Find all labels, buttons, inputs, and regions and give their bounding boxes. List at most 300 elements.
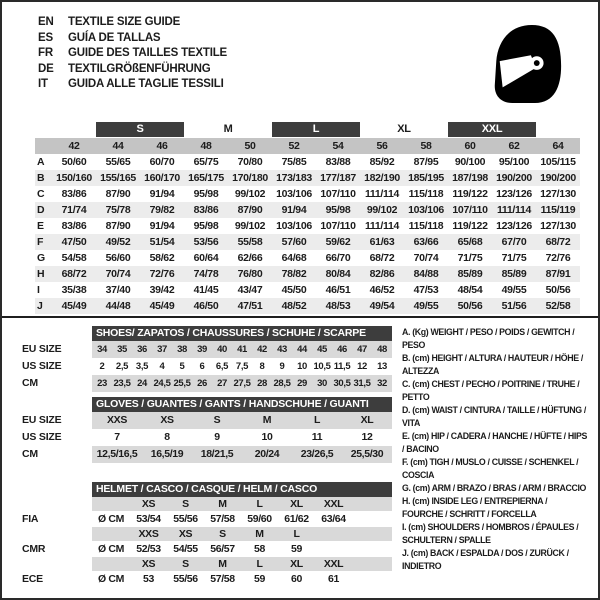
gloves-size-table <box>22 397 392 463</box>
measure-value: 41/45 <box>193 284 219 296</box>
language-title: TEXTILGRÖßENFÜHRUNG <box>68 62 211 75</box>
measure-value: 99/102 <box>366 204 398 216</box>
legend-item: F. (cm) TIGH / MUSLO / CUISSE / SCHENKEL / COSCIA <box>402 457 579 480</box>
measure-value: 95/98 <box>193 220 219 232</box>
size-value: 8 <box>259 361 265 372</box>
helmet-size-value: 57/58 <box>210 573 235 585</box>
measure-value: 45/50 <box>281 284 307 296</box>
helmet-size-value: 52/53 <box>136 543 161 555</box>
measure-row-d <box>35 202 580 218</box>
size-value: 30,5 <box>333 378 351 389</box>
measure-row-label: D <box>37 204 45 216</box>
measure-value: 45/49 <box>149 300 175 312</box>
measure-value: 70/74 <box>413 252 439 264</box>
measure-value: 78/82 <box>281 268 307 280</box>
measure-value: 103/106 <box>408 204 444 216</box>
measure-value: 58/62 <box>149 252 175 264</box>
measure-value: 35/38 <box>61 284 87 296</box>
measure-value: 190/200 <box>496 172 532 184</box>
column-header: 50 <box>244 140 256 152</box>
size-value: S <box>213 414 221 426</box>
size-value: 8 <box>164 431 170 443</box>
measure-value: 115/118 <box>408 220 444 232</box>
size-value: 18/21,5 <box>200 448 234 460</box>
row-values <box>92 446 392 463</box>
helmet-sizes <box>92 557 392 571</box>
size-value: 12 <box>357 361 367 372</box>
measure-value: 60/70 <box>149 156 175 168</box>
size-value: 47 <box>357 344 367 355</box>
helmet-size-value: 63/64 <box>321 513 346 525</box>
language-row <box>38 15 227 31</box>
size-band-row <box>35 122 580 137</box>
size-value: 29 <box>297 378 307 389</box>
size-band-s: S <box>96 122 184 137</box>
accessory-tables <box>22 326 392 587</box>
measure-row-h <box>35 266 580 282</box>
size-value: L <box>313 414 321 426</box>
gloves-row <box>22 429 392 446</box>
shoes-table-title: SHOES/ ZAPATOS / CHAUSSURES / SCHUHE / SCARPE <box>92 326 392 341</box>
measure-row-label: F <box>37 236 44 248</box>
measure-value: 68/72 <box>369 252 395 264</box>
helmet-size-label: M <box>255 528 264 540</box>
measure-value: 119/122 <box>452 220 488 232</box>
helmet-size-row <box>22 557 392 571</box>
measure-value: 87/91 <box>545 268 571 280</box>
measure-value: 71/75 <box>501 252 527 264</box>
measure-value: 155/165 <box>100 172 136 184</box>
size-value: XL <box>360 414 374 426</box>
measure-value: 187/198 <box>452 172 488 184</box>
measure-value: 84/88 <box>413 268 439 280</box>
legend-item: J. (cm) BACK / ESPALDA / DOS / ZURÜCK / INDIETRO <box>402 548 569 571</box>
measure-value: 111/114 <box>364 220 400 232</box>
helmet-size-label: S <box>182 498 189 510</box>
page-header <box>2 2 598 122</box>
size-value: 40 <box>217 344 227 355</box>
size-value: 32 <box>377 378 387 389</box>
measure-value: 83/88 <box>325 156 351 168</box>
size-value: 27,5 <box>233 378 251 389</box>
measure-value: 115/118 <box>408 188 444 200</box>
helmet-size-label: XL <box>290 498 303 510</box>
legend-item: C. (cm) CHEST / PECHO / POITRINE / TRUHE / PETTO <box>402 379 580 402</box>
size-value: 39 <box>197 344 207 355</box>
helmet-size-value: 58 <box>254 543 265 555</box>
helmet-values <box>92 541 392 557</box>
measure-value: 48/54 <box>457 284 483 296</box>
helmet-value-row <box>22 511 392 527</box>
measure-value: 119/122 <box>452 188 488 200</box>
measure-value: 47/51 <box>237 300 263 312</box>
measure-row-b <box>35 170 580 186</box>
helmet-size-label: M <box>218 558 227 570</box>
measure-value: 123/126 <box>496 220 532 232</box>
diameter-unit-label: Ø CM <box>97 543 124 555</box>
size-value: 24 <box>137 378 147 389</box>
measure-value: 95/100 <box>498 156 530 168</box>
size-value: 45 <box>317 344 327 355</box>
size-value: 2 <box>99 361 105 372</box>
helmet-size-label: S <box>182 558 189 570</box>
size-value: 48 <box>377 344 387 355</box>
size-value: 23 <box>97 378 107 389</box>
language-row <box>38 46 227 62</box>
size-value: 41 <box>237 344 247 355</box>
helmet-size-value: 60 <box>291 573 302 585</box>
row-label: EU SIZE <box>22 343 62 355</box>
size-value: 28 <box>257 378 267 389</box>
band-spacer <box>35 122 96 137</box>
gloves-row <box>22 446 392 463</box>
helmet-size-value <box>315 541 352 557</box>
helmet-size-value: 57/58 <box>210 513 235 525</box>
measure-value: 76/80 <box>237 268 263 280</box>
measure-value: 71/74 <box>61 204 87 216</box>
measure-value: 59/62 <box>325 236 351 248</box>
measure-value: 66/70 <box>325 252 351 264</box>
measure-value: 48/53 <box>325 300 351 312</box>
measure-row-i <box>35 282 580 298</box>
measure-value: 107/110 <box>320 220 356 232</box>
column-header: 64 <box>552 140 564 152</box>
measure-value: 75/78 <box>105 204 131 216</box>
row-label-empty <box>22 527 92 541</box>
helmet-size-label: L <box>256 498 263 510</box>
size-value: 34 <box>97 344 107 355</box>
gloves-row <box>22 412 392 429</box>
helmet-size-label: L <box>293 528 300 540</box>
column-header: 44 <box>112 140 124 152</box>
measure-value: 62/66 <box>237 252 263 264</box>
measure-row-label: C <box>37 188 45 200</box>
measure-value: 107/110 <box>452 204 488 216</box>
measure-value: 190/200 <box>540 172 576 184</box>
row-label-empty <box>22 497 92 511</box>
size-value: 11 <box>311 431 323 443</box>
measure-value: 56/60 <box>105 252 131 264</box>
helmet-table-title: HELMET / CASCO / CASQUE / HELM / CASCO <box>92 482 392 497</box>
measure-value: 87/90 <box>237 204 263 216</box>
measure-value: 49/52 <box>105 236 131 248</box>
helmet-size-value: 61 <box>328 573 339 585</box>
measure-value: 74/78 <box>193 268 219 280</box>
language-row <box>38 77 227 93</box>
measure-value: 53/56 <box>193 236 219 248</box>
measure-value: 45/49 <box>61 300 87 312</box>
measure-value: 46/51 <box>325 284 351 296</box>
language-code: FR <box>38 47 53 59</box>
measure-value: 165/175 <box>188 172 224 184</box>
language-title: GUIDE DES TAILLES TEXTILE <box>68 47 227 59</box>
size-value: 30 <box>317 378 327 389</box>
measure-value: 54/58 <box>61 252 87 264</box>
language-code: EN <box>38 16 54 28</box>
size-band-xxl: XXL <box>448 122 536 137</box>
unit-spacer <box>92 497 130 511</box>
measure-value: 85/89 <box>501 268 527 280</box>
helmet-size-label: XXL <box>323 498 344 510</box>
measure-value: 95/98 <box>193 188 219 200</box>
size-value: 28,5 <box>273 378 291 389</box>
helmet-size-value: 59 <box>291 543 302 555</box>
measure-value: 91/94 <box>281 204 307 216</box>
measure-value: 52/58 <box>545 300 571 312</box>
column-header: 58 <box>420 140 432 152</box>
row-label-empty <box>22 557 92 571</box>
textile-size-table <box>35 122 580 314</box>
measure-row-e <box>35 218 580 234</box>
size-value: 36 <box>137 344 147 355</box>
measure-value: 95/98 <box>325 204 351 216</box>
size-value: 4 <box>159 361 165 372</box>
measure-value: 150/160 <box>56 172 92 184</box>
shoes-row <box>22 375 392 392</box>
helmet-value-row <box>22 541 392 557</box>
column-header: 42 <box>68 140 80 152</box>
measure-value: 83/86 <box>61 220 87 232</box>
size-value: 44 <box>297 344 307 355</box>
measure-value: 115/119 <box>540 204 576 216</box>
helmet-size-label: XXL <box>323 558 344 570</box>
language-row <box>38 62 227 78</box>
measure-value: 50/56 <box>457 300 483 312</box>
measure-row-label: A <box>37 156 45 168</box>
helmet-size-row <box>22 527 392 541</box>
helmet-sizes <box>92 497 392 511</box>
measure-value: 83/86 <box>61 188 87 200</box>
helmet-size-label: S <box>219 528 226 540</box>
measure-value: 43/47 <box>237 284 263 296</box>
language-title: GUIDA ALLE TAGLIE TESSILI <box>68 78 224 90</box>
measure-value: 46/50 <box>193 300 219 312</box>
helmet-values <box>92 511 392 527</box>
size-value: 9 <box>214 431 220 443</box>
language-title: GUÍA DE TALLAS <box>68 31 161 44</box>
size-value: 25,5 <box>173 378 191 389</box>
standard-label: ECE <box>22 573 43 585</box>
measure-value: 48/52 <box>281 300 307 312</box>
helmet-size-label: XS <box>141 558 156 570</box>
legend-item: D. (cm) WAIST / CINTURA / TAILLE / HÜFTUNG / VITA <box>402 405 586 428</box>
unit-spacer <box>92 527 130 541</box>
measure-value: 123/126 <box>496 188 532 200</box>
helmet-size-value: 53/54 <box>136 513 161 525</box>
helmet-size-label: XS <box>141 498 156 510</box>
language-title-list <box>38 15 227 93</box>
row-values <box>92 358 392 375</box>
size-value: 27 <box>217 378 227 389</box>
diameter-unit-label: Ø CM <box>97 513 124 525</box>
column-header-row <box>35 138 580 154</box>
measure-value: 65/68 <box>457 236 483 248</box>
helmet-size-value: 55/56 <box>173 513 198 525</box>
language-row <box>38 31 227 47</box>
measure-value: 82/86 <box>369 268 395 280</box>
size-value: 23/26,5 <box>300 448 334 460</box>
helmet-size-label: M <box>218 498 227 510</box>
gloves-table-title: GLOVES / GUANTES / GANTS / HANDSCHUHE / GUANTI <box>92 397 392 412</box>
measure-row-label: B <box>37 172 45 184</box>
measure-value: 65/75 <box>193 156 219 168</box>
measure-value: 177/187 <box>320 172 356 184</box>
helmet-size-value: 59 <box>254 573 265 585</box>
measure-value: 87/90 <box>105 188 131 200</box>
helmet-size-row <box>22 497 392 511</box>
measure-value: 103/106 <box>276 188 312 200</box>
measure-value: 173/183 <box>276 172 312 184</box>
helmet-size-value: 56/57 <box>210 543 235 555</box>
measure-value: 46/52 <box>369 284 395 296</box>
measure-value: 72/76 <box>149 268 175 280</box>
legend-item: I. (cm) SHOULDERS / HOMBROS / ÉPAULES / SCHULTERN / SPALLE <box>402 522 579 545</box>
measure-value: 185/195 <box>408 172 444 184</box>
row-label: US SIZE <box>22 360 62 372</box>
legend-item: G. (cm) ARM / BRAZO / BRAS / ARM / BRACCIO <box>402 483 587 493</box>
size-value: 16,5/19 <box>150 448 184 460</box>
size-value: 24,5 <box>153 378 171 389</box>
size-value: 38 <box>177 344 187 355</box>
measure-row-label: I <box>37 284 40 296</box>
language-code: DE <box>38 62 54 75</box>
measure-value: 87/95 <box>413 156 439 168</box>
measure-value: 51/54 <box>149 236 175 248</box>
measure-value: 91/94 <box>149 188 175 200</box>
shoes-row <box>22 358 392 375</box>
helmet-size-value: 59/60 <box>247 513 272 525</box>
measure-row-label: J <box>37 300 43 312</box>
measure-value: 80/84 <box>325 268 351 280</box>
size-value: 11,5 <box>333 361 351 372</box>
measure-value: 103/106 <box>276 220 312 232</box>
size-value: 31,5 <box>353 378 371 389</box>
helmet-size-label: XXS <box>138 528 159 540</box>
measure-value: 67/70 <box>501 236 527 248</box>
size-value: 43 <box>277 344 287 355</box>
measure-value: 127/130 <box>540 220 576 232</box>
measure-value: 87/90 <box>105 220 131 232</box>
measure-value: 85/92 <box>369 156 395 168</box>
size-value: 25,5/30 <box>350 448 384 460</box>
size-value: 7 <box>114 431 120 443</box>
measure-value: 44/48 <box>105 300 131 312</box>
measurement-legend <box>402 326 590 587</box>
helmet-size-value: 53 <box>143 573 154 585</box>
size-value: 20/24 <box>254 448 280 460</box>
size-value: 26 <box>197 378 207 389</box>
measure-value: 37/40 <box>105 284 131 296</box>
measure-value: 90/100 <box>454 156 486 168</box>
row-values <box>92 375 392 392</box>
size-value: 37 <box>157 344 167 355</box>
column-header: 62 <box>508 140 520 152</box>
measure-value: 50/60 <box>61 156 87 168</box>
measure-value: 68/72 <box>61 268 87 280</box>
measure-value: 55/58 <box>237 236 263 248</box>
measure-value: 72/76 <box>545 252 571 264</box>
column-header: 52 <box>288 140 300 152</box>
helmet-size-label: L <box>256 558 263 570</box>
size-value: 42 <box>257 344 267 355</box>
measure-row-c <box>35 186 580 202</box>
size-value: 6,5 <box>215 361 229 372</box>
helmet-size-label: XL <box>290 558 303 570</box>
measure-value: 71/75 <box>457 252 483 264</box>
measure-value: 70/74 <box>105 268 131 280</box>
size-band-l: L <box>272 122 360 137</box>
legend-item: A. (Kg) WEIGHT / PESO / POIDS / GEWITCH / PESO <box>402 327 575 350</box>
measure-row-label: E <box>37 220 44 232</box>
row-label: EU SIZE <box>22 414 62 426</box>
measure-value: 55/65 <box>105 156 131 168</box>
measure-value: 182/190 <box>364 172 400 184</box>
legend-item: H. (cm) INSIDE LEG / ENTREPIERNA / FOURCHE / SCHRITT / FORCELLA <box>402 496 548 519</box>
measure-value: 170/180 <box>232 172 268 184</box>
measure-value: 63/66 <box>413 236 439 248</box>
measure-value: 99/102 <box>234 220 266 232</box>
legend-item: B. (cm) HEIGHT / ALTURA / HAUTEUR / HÖHE / ALTEZZA <box>402 353 583 376</box>
measure-row-f <box>35 234 580 250</box>
measure-value: 68/72 <box>545 236 571 248</box>
language-title: TEXTILE SIZE GUIDE <box>68 16 181 28</box>
size-value: 10 <box>261 431 273 443</box>
measure-row-label: G <box>37 252 45 264</box>
size-value: 2,5 <box>115 361 129 372</box>
measure-value: 61/63 <box>369 236 395 248</box>
size-value: 3,5 <box>135 361 149 372</box>
measure-row-g <box>35 250 580 266</box>
measure-value: 70/80 <box>237 156 263 168</box>
size-value: 10 <box>297 361 307 372</box>
measure-row-a <box>35 154 580 170</box>
row-label: CM <box>22 448 38 460</box>
language-code: ES <box>38 31 53 44</box>
column-header: 60 <box>464 140 476 152</box>
measure-value: 50/56 <box>545 284 571 296</box>
row-values <box>92 429 392 446</box>
size-value: 12 <box>361 431 373 443</box>
size-band-xl: XL <box>397 123 411 135</box>
size-value: XS <box>160 414 174 426</box>
measure-row-j <box>35 298 580 314</box>
measure-value: 105/115 <box>540 156 576 168</box>
measure-value: 64/68 <box>281 252 307 264</box>
row-values <box>92 412 392 429</box>
helmet-size-value: 61/62 <box>284 513 309 525</box>
standard-label: CMR <box>22 543 46 555</box>
measure-value: 51/56 <box>501 300 527 312</box>
helmet-value-row <box>22 571 392 587</box>
diameter-unit-label: Ø CM <box>97 573 124 585</box>
measure-value: 160/170 <box>144 172 180 184</box>
measure-value: 49/55 <box>501 284 527 296</box>
size-value: 10,5 <box>313 361 331 372</box>
size-value: 6 <box>199 361 205 372</box>
helmet-sizes <box>92 527 392 541</box>
size-value: 12,5/16,5 <box>96 448 138 460</box>
size-value: XXS <box>107 414 127 426</box>
measure-value: 60/64 <box>193 252 219 264</box>
row-values <box>92 341 392 358</box>
size-value: 23,5 <box>113 378 131 389</box>
column-header: 48 <box>200 140 212 152</box>
column-header: 46 <box>156 140 168 152</box>
size-value: 46 <box>337 344 347 355</box>
measure-value: 111/114 <box>496 204 532 216</box>
helmet-size-value: 55/56 <box>173 573 198 585</box>
size-value: 13 <box>377 361 387 372</box>
